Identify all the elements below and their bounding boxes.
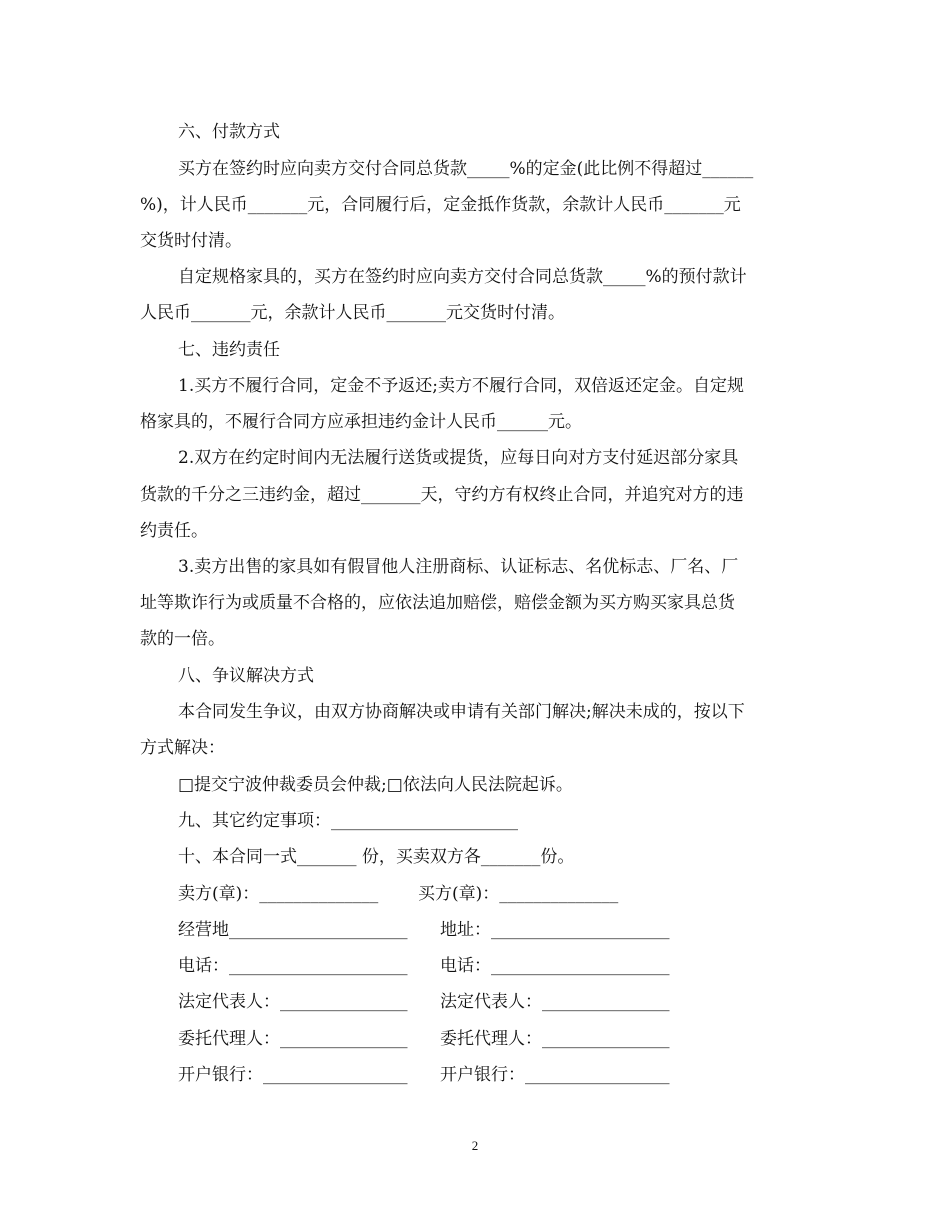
seller-bank: 开户银行：_________________ <box>178 1065 408 1085</box>
buyer-bank: 开户银行：_________________ <box>440 1065 670 1085</box>
paragraph-line: 货款的千分之三违约金，超过_______天，守约方有权终止合同，并追究对方的违 <box>140 485 744 505</box>
seller-business-address: 经营地_____________________ <box>178 920 408 940</box>
paragraph-line: 款的一倍。 <box>140 629 225 649</box>
buyer-legal-representative: 法定代表人：_______________ <box>440 992 670 1012</box>
section-heading-liability: 七、违约责任 <box>178 340 280 360</box>
seller-agent: 委托代理人：_______________ <box>178 1029 408 1049</box>
paragraph-line: 自定规格家具的，买方在签约时应向卖方交付合同总货款_____%的预付款计 <box>178 267 747 287</box>
seller-phone: 电话：_____________________ <box>178 956 408 976</box>
buyer-seal: 买方(章)：______________ <box>418 884 619 904</box>
buyer-address: 地址：_____________________ <box>440 920 670 940</box>
seller-seal: 卖方(章)：______________ <box>178 884 379 904</box>
paragraph-line: %)，计人民币_______元，合同履行后，定金抵作货款，余款计人民币_______元 <box>140 195 741 215</box>
paragraph-line: 人民币_______元，余款计人民币_______元交货时付清。 <box>140 303 565 323</box>
page-number: 2 <box>471 1138 479 1153</box>
section-heading-other: 九、其它约定事项：______________________ <box>178 811 518 831</box>
paragraph-line: 约责任。 <box>140 521 208 541</box>
paragraph-line: 址等欺诈行为或质量不合格的，应依法追加赔偿，赔偿金额为买方购买家具总货 <box>140 593 735 613</box>
section-heading-payment: 六、付款方式 <box>178 122 280 142</box>
seller-legal-representative: 法定代表人：_______________ <box>178 992 408 1012</box>
paragraph-line: 格家具的，不履行合同方应承担违约金计人民币______元。 <box>140 412 582 432</box>
section-heading-dispute: 八、争议解决方式 <box>178 666 314 686</box>
paragraph-line: 1.买方不履行合同，定金不予返还;卖方不履行合同，双倍返还定金。自定规 <box>178 376 744 396</box>
paragraph-line: 方式解决： <box>140 738 225 758</box>
paragraph-line: 买方在签约时应向卖方交付合同总货款_____%的定金(此比例不得超过______ <box>178 159 754 179</box>
paragraph-line: 本合同发生争议，由双方协商解决或申请有关部门解决;解决未成的，按以下 <box>178 702 745 722</box>
section-heading-copies: 十、本合同一式_______ 份，买卖双方各_______份。 <box>178 847 575 867</box>
paragraph-line: 3.卖方出售的家具如有假冒他人注册商标、认证标志、名优标志、厂名、厂 <box>178 557 739 577</box>
buyer-phone: 电话：_____________________ <box>440 956 670 976</box>
dispute-options: □提交宁波仲裁委员会仲裁;□依法向人民法院起诉。 <box>178 775 573 795</box>
buyer-agent: 委托代理人：_______________ <box>440 1029 670 1049</box>
paragraph-line: 2.双方在约定时间内无法履行送货或提货，应每日向对方支付延迟部分家具 <box>178 448 739 468</box>
paragraph-line: 交货时付清。 <box>140 231 242 251</box>
